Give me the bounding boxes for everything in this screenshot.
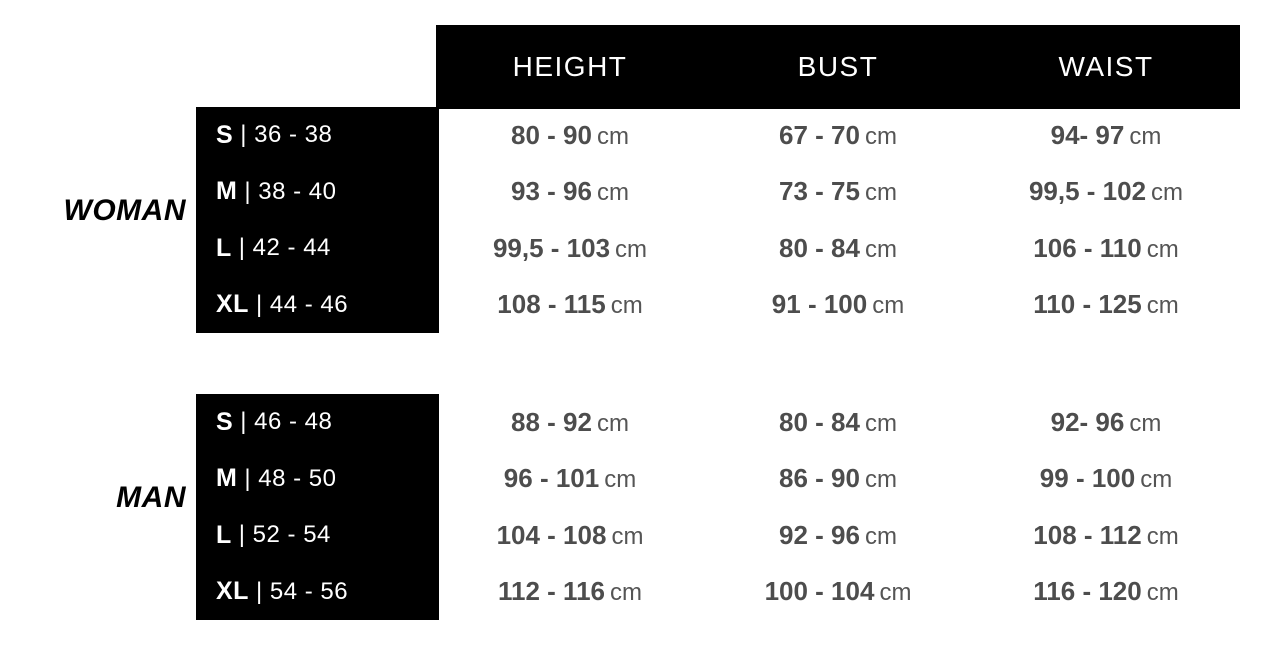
table-header-band bbox=[436, 25, 1240, 109]
unit-label: cm bbox=[864, 409, 897, 437]
size-eu-range: | 46 - 48 bbox=[240, 408, 333, 436]
value: 99,5 - 102 bbox=[1028, 176, 1147, 207]
value: 92 - 96 bbox=[779, 519, 860, 550]
table-row bbox=[436, 220, 1240, 277]
size-eu-range: | 52 - 54 bbox=[238, 521, 331, 549]
size-row bbox=[196, 220, 439, 277]
size-letter: S bbox=[216, 407, 234, 436]
unit-label: cm bbox=[610, 292, 643, 320]
value: 108 - 115 bbox=[497, 289, 606, 320]
group-label-man: MAN bbox=[116, 481, 186, 514]
size-eu-range: | 44 - 46 bbox=[255, 290, 349, 318]
value: 100 - 104 bbox=[764, 576, 875, 607]
value: 80 - 84 bbox=[779, 406, 860, 437]
cell-height bbox=[436, 176, 704, 207]
cell-bust bbox=[704, 233, 972, 264]
column-header-height: HEIGHT bbox=[512, 51, 628, 82]
unit-label: cm bbox=[1129, 122, 1162, 150]
size-letter: M bbox=[216, 177, 238, 206]
unit-label: cm bbox=[864, 122, 897, 150]
measure-grid-man bbox=[436, 394, 1240, 620]
size-eu-range: | 48 - 50 bbox=[244, 464, 337, 492]
unit-label: cm bbox=[1140, 466, 1173, 494]
size-letter: L bbox=[216, 233, 232, 262]
table-row bbox=[436, 107, 1240, 164]
cell-height bbox=[436, 463, 704, 494]
cell-bust bbox=[704, 463, 972, 494]
value: 106 - 110 bbox=[1033, 232, 1142, 263]
size-row bbox=[196, 277, 439, 334]
table-header-row bbox=[436, 25, 1240, 109]
unit-label: cm bbox=[596, 409, 629, 437]
cell-height bbox=[436, 233, 704, 264]
value: 86 - 90 bbox=[779, 463, 860, 494]
value: 96 - 101 bbox=[503, 463, 600, 494]
size-letter: XL bbox=[216, 577, 249, 606]
size-letter: XL bbox=[216, 290, 249, 319]
value: 94- 97 bbox=[1050, 119, 1125, 150]
size-row bbox=[196, 394, 439, 451]
size-letter: M bbox=[216, 464, 238, 493]
unit-label: cm bbox=[872, 292, 905, 320]
value: 73 - 75 bbox=[779, 176, 860, 207]
cell-bust bbox=[704, 520, 972, 551]
cell-height bbox=[436, 407, 704, 438]
cell-height bbox=[436, 289, 704, 320]
unit-label: cm bbox=[596, 122, 629, 150]
table-row bbox=[436, 394, 1240, 451]
size-eu-range: | 54 - 56 bbox=[255, 577, 349, 605]
value: 67 - 70 bbox=[779, 119, 860, 150]
table-row bbox=[436, 451, 1240, 508]
value: 110 - 125 bbox=[1033, 289, 1142, 320]
table-row bbox=[436, 164, 1240, 221]
cell-waist bbox=[972, 176, 1240, 207]
size-letter: L bbox=[216, 520, 232, 549]
measure-grid-woman bbox=[436, 107, 1240, 333]
unit-label: cm bbox=[610, 579, 642, 607]
size-block-woman bbox=[196, 107, 439, 333]
cell-bust bbox=[704, 407, 972, 438]
unit-label: cm bbox=[1151, 179, 1184, 207]
cell-bust bbox=[704, 176, 972, 207]
size-eu-range: | 36 - 38 bbox=[240, 121, 333, 149]
value: 112 - 116 bbox=[498, 576, 605, 607]
unit-label: cm bbox=[1146, 522, 1179, 550]
value: 93 - 96 bbox=[511, 176, 592, 207]
unit-label: cm bbox=[879, 579, 912, 607]
cell-waist bbox=[972, 463, 1240, 494]
value: 99 - 100 bbox=[1039, 463, 1136, 494]
unit-label: cm bbox=[1146, 579, 1179, 607]
value: 92- 96 bbox=[1050, 406, 1125, 437]
cell-bust bbox=[704, 576, 972, 607]
size-row bbox=[196, 164, 439, 221]
unit-label: cm bbox=[1146, 292, 1179, 320]
unit-label: cm bbox=[864, 466, 897, 494]
size-row bbox=[196, 107, 439, 164]
cell-bust bbox=[704, 289, 972, 320]
size-row bbox=[196, 564, 439, 621]
unit-label: cm bbox=[864, 179, 897, 207]
unit-label: cm bbox=[1129, 409, 1162, 437]
table-row bbox=[436, 564, 1240, 621]
cell-waist bbox=[972, 407, 1240, 438]
size-block-man bbox=[196, 394, 439, 620]
cell-waist bbox=[972, 576, 1240, 607]
table-row bbox=[436, 507, 1240, 564]
cell-waist bbox=[972, 289, 1240, 320]
cell-height bbox=[436, 120, 704, 151]
unit-label: cm bbox=[864, 235, 897, 263]
value: 104 - 108 bbox=[496, 519, 607, 550]
cell-waist bbox=[972, 520, 1240, 551]
cell-height bbox=[436, 576, 704, 607]
size-eu-range: | 42 - 44 bbox=[238, 234, 331, 262]
size-row bbox=[196, 507, 439, 564]
column-header-waist: WAIST bbox=[1058, 51, 1154, 82]
unit-label: cm bbox=[604, 466, 637, 494]
value: 99,5 - 103 bbox=[492, 232, 611, 263]
unit-label: cm bbox=[596, 179, 629, 207]
unit-label: cm bbox=[615, 235, 648, 263]
size-letter: S bbox=[216, 120, 234, 149]
unit-label: cm bbox=[864, 522, 897, 550]
unit-label: cm bbox=[1146, 235, 1179, 263]
table-row bbox=[436, 277, 1240, 334]
group-label-woman: WOMAN bbox=[63, 194, 186, 227]
cell-bust bbox=[704, 120, 972, 151]
value: 80 - 84 bbox=[779, 232, 860, 263]
value: 91 - 100 bbox=[771, 289, 868, 320]
cell-waist bbox=[972, 233, 1240, 264]
size-row bbox=[196, 451, 439, 508]
value: 80 - 90 bbox=[511, 119, 592, 150]
cell-waist bbox=[972, 120, 1240, 151]
unit-label: cm bbox=[611, 522, 644, 550]
value: 88 - 92 bbox=[511, 406, 592, 437]
size-eu-range: | 38 - 40 bbox=[244, 177, 337, 205]
cell-height bbox=[436, 520, 704, 551]
column-header-bust: BUST bbox=[797, 51, 879, 82]
value: 108 - 112 bbox=[1033, 519, 1142, 550]
value: 116 - 120 bbox=[1033, 576, 1142, 607]
